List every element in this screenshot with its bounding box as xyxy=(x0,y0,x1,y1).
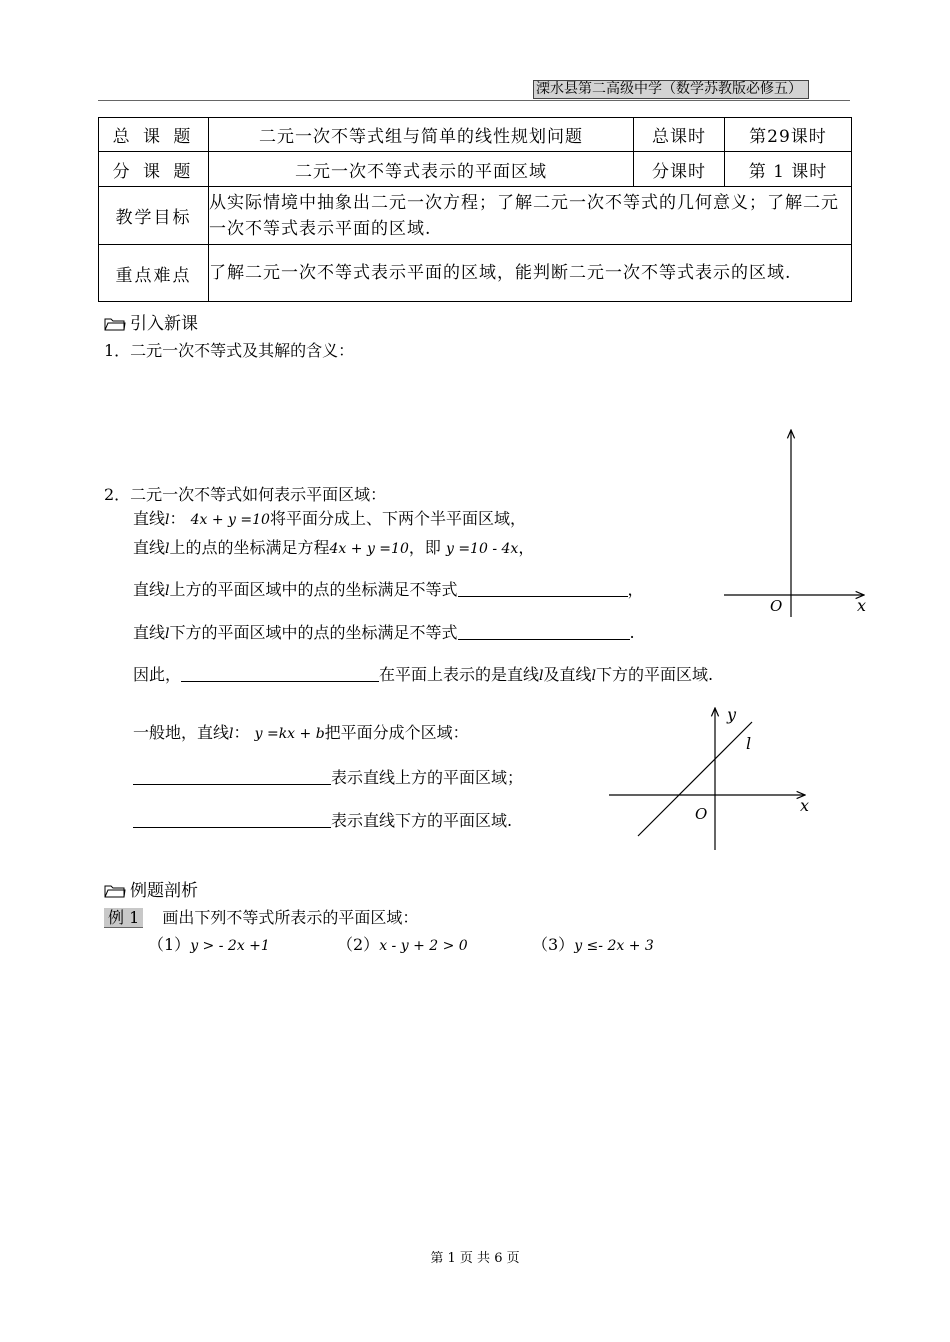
var-l: l xyxy=(165,583,170,599)
item-1: 1．二元一次不等式及其解的含义： xyxy=(104,341,355,360)
var-l: l xyxy=(165,541,170,557)
sub-topic-value: 二元一次不等式表示的平面区域 xyxy=(209,152,634,187)
equation: y =kx + b xyxy=(254,726,325,742)
text: 直线 xyxy=(133,509,166,528)
section-title-text: 例题剖析 xyxy=(130,881,198,901)
line-e xyxy=(133,662,713,685)
example-1 xyxy=(104,905,418,928)
question-number: （1） xyxy=(148,935,191,954)
line-h xyxy=(133,808,512,831)
text: 表示直线下方的平面区域. xyxy=(331,811,513,830)
answer-blank[interactable] xyxy=(133,813,331,828)
line-kx-b-graph xyxy=(605,702,820,854)
key-points-value: 了解二元一次不等式表示平面的区域，能判断二元一次不等式表示的区域. xyxy=(209,245,852,302)
text: 表示直线上方的平面区域； xyxy=(331,768,524,787)
text: 把平面分成个区域： xyxy=(324,723,469,742)
answer-blank[interactable] xyxy=(181,667,379,682)
var-l: l xyxy=(165,626,170,642)
text: ： xyxy=(233,723,250,742)
origin-label: O xyxy=(695,805,708,823)
objectives-value: 从实际情境中抽象出二元一次方程；了解二元一次不等式的几何意义；了解二元一次不等式表示平面的区域. xyxy=(209,187,852,245)
example-question-1 xyxy=(148,932,270,955)
text: 下方的平面区域. xyxy=(596,665,714,684)
equation: y =10 - 4x xyxy=(445,541,519,557)
line-d xyxy=(133,620,635,643)
y-axis-label: y xyxy=(727,705,737,724)
key-points-label: 重点难点 xyxy=(99,245,209,302)
section-title-intro xyxy=(104,309,198,334)
text: . xyxy=(629,623,635,642)
item-2: 2．二元一次不等式如何表示平面区域： xyxy=(104,485,387,504)
objectives-label: 教学目标 xyxy=(99,187,209,245)
example-question-2 xyxy=(337,932,468,955)
text: 因此， xyxy=(133,665,182,684)
example-tag: 例 1 xyxy=(104,908,143,928)
section-title-examples xyxy=(104,876,198,901)
table-row xyxy=(99,152,852,187)
inequality: y ≤- 2x + 3 xyxy=(574,938,654,954)
example-text: 画出下列不等式所表示的平面区域： xyxy=(162,908,419,927)
var-l: l xyxy=(591,668,597,684)
text: 将平面分成上、下两个半平面区域， xyxy=(269,509,526,528)
inequality: x - y + 2 > 0 xyxy=(379,938,468,954)
coordinate-axes-graph xyxy=(718,424,878,624)
line-b xyxy=(133,535,534,558)
text: ， xyxy=(627,580,644,599)
equation: 4x + y =10 xyxy=(329,541,409,557)
inequality: y > - 2x +1 xyxy=(190,938,270,954)
line-g xyxy=(133,765,523,788)
line-l-label: l xyxy=(746,734,752,753)
text: 一般地，直线 xyxy=(133,723,230,742)
header-rule xyxy=(98,100,850,101)
text: 下方的平面区域中的点的坐标满足不等式 xyxy=(169,623,458,642)
total-topic-label: 总 课 题 xyxy=(99,118,209,152)
answer-blank[interactable] xyxy=(133,770,331,785)
text: 上的点的坐标满足方程 xyxy=(169,538,330,557)
table-row xyxy=(99,245,852,302)
table-row xyxy=(99,118,852,152)
text: 直线 xyxy=(133,580,166,599)
line-a xyxy=(133,506,526,529)
text: ，即 xyxy=(408,538,441,557)
var-l: l xyxy=(539,668,544,684)
line-f xyxy=(133,720,469,743)
folder-icon xyxy=(104,317,126,331)
question-number: （3） xyxy=(532,935,575,954)
text: ， xyxy=(518,538,535,557)
total-topic-value: 二元一次不等式组与简单的线性规划问题 xyxy=(209,118,634,152)
page-footer: 第 1 页 共 6 页 xyxy=(430,1251,520,1266)
total-hours-label: 总课时 xyxy=(634,118,725,152)
line-c xyxy=(133,577,644,600)
lesson-info-table xyxy=(98,117,852,302)
answer-blank[interactable] xyxy=(458,582,628,597)
document-header: 溧水县第二高级中学（数学苏教版必修五） xyxy=(533,80,809,99)
text: 直线 xyxy=(133,623,166,642)
example-question-3 xyxy=(532,932,654,955)
sub-topic-label: 分 课 题 xyxy=(99,152,209,187)
table-row xyxy=(99,187,852,245)
var-l: l xyxy=(229,726,234,742)
equation: 4x + y =10 xyxy=(190,512,270,528)
x-axis-label: x xyxy=(857,596,867,615)
question-number: （2） xyxy=(337,935,380,954)
text: 直线 xyxy=(133,538,166,557)
text: ： xyxy=(169,509,186,528)
section-title-text: 引入新课 xyxy=(130,314,198,334)
sub-hours-value: 第 1 课时 xyxy=(725,152,852,187)
text: 在平面上表示的是直线 xyxy=(379,665,540,684)
x-axis-label: x xyxy=(800,796,810,815)
folder-icon xyxy=(104,884,126,898)
total-hours-value: 第29课时 xyxy=(725,118,852,152)
sub-hours-label: 分课时 xyxy=(634,152,725,187)
text: 及直线 xyxy=(543,665,592,684)
var-l: l xyxy=(165,512,170,528)
origin-label: O xyxy=(770,597,783,615)
answer-blank[interactable] xyxy=(458,625,630,640)
text: 上方的平面区域中的点的坐标满足不等式 xyxy=(169,580,458,599)
